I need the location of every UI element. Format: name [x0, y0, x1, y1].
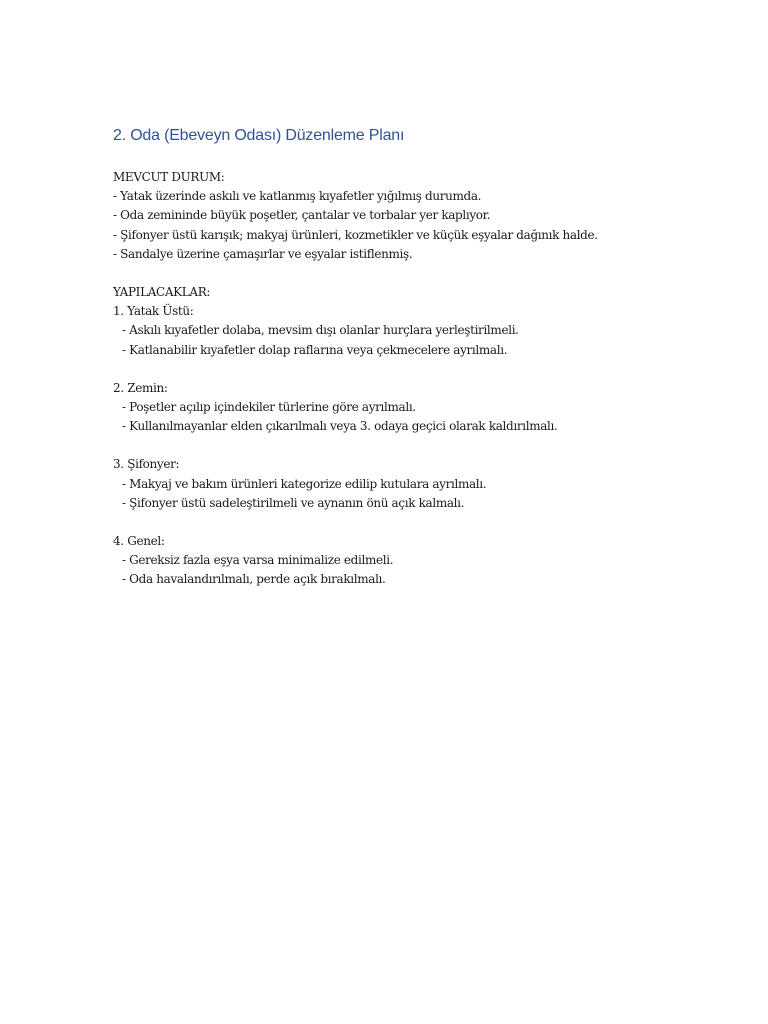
todo-item: - Gereksiz fazla eşya varsa minimalize edilmeli. [122, 553, 394, 568]
current-state-line: - Oda zemininde büyük poşetler, çantalar ve torbalar yer kaplıyor. [113, 208, 491, 223]
todo-group-heading: 4. Genel: [113, 534, 165, 549]
todo-group-heading: 3. Şifonyer: [113, 457, 180, 472]
todo-item: - Poşetler açılıp içindekiler türlerine göre ayrılmalı. [122, 400, 416, 415]
todo-section-zemin [113, 379, 733, 437]
todo-group-heading: 1. Yatak Üstü: [113, 304, 194, 319]
todo-item: - Makyaj ve bakım ürünleri kategorize edilip kutulara ayrılmalı. [122, 476, 487, 491]
todo-item: - Askılı kıyafetler dolaba, mevsim dışı olanlar hurçlara yerleştirilmeli. [122, 323, 519, 338]
current-state-line: - Sandalye üzerine çamaşırlar ve eşyalar istiflenmiş. [113, 246, 413, 261]
document-title: 2. Oda (Ebeveyn Odası) Düzenleme Planı [113, 127, 405, 144]
current-state-heading: MEVCUT DURUM: [113, 170, 225, 184]
todo-heading: YAPILACAKLAR: [113, 285, 211, 300]
todo-item: - Kullanılmayanlar elden çıkarılmalı veya 3. odaya geçici olarak kaldırılmalı. [122, 419, 558, 434]
todo-item: - Katlanabilir kıyafetler dolap raflarına veya çekmecelere ayrılmalı. [122, 342, 508, 357]
todo-section-sifonyer [113, 455, 733, 513]
current-state-line: - Şifonyer üstü karışık; makyaj ürünleri, kozmetikler ve küçük eşyalar dağınık halde. [113, 227, 598, 242]
current-state-line: - Yatak üzerinde askılı ve katlanmış kıyafetler yığılmış durumda. [113, 189, 482, 204]
current-state-section [113, 168, 733, 264]
document-page [113, 124, 733, 609]
todo-group-heading: 2. Zemin: [113, 380, 168, 395]
todo-section-genel [113, 532, 733, 590]
todo-item: - Oda havalandırılmalı, perde açık bırakılmalı. [122, 572, 386, 587]
todo-section-yatak [113, 283, 733, 360]
todo-item: - Şifonyer üstü sadeleştirilmeli ve aynanın önü açık kalmalı. [122, 495, 465, 510]
